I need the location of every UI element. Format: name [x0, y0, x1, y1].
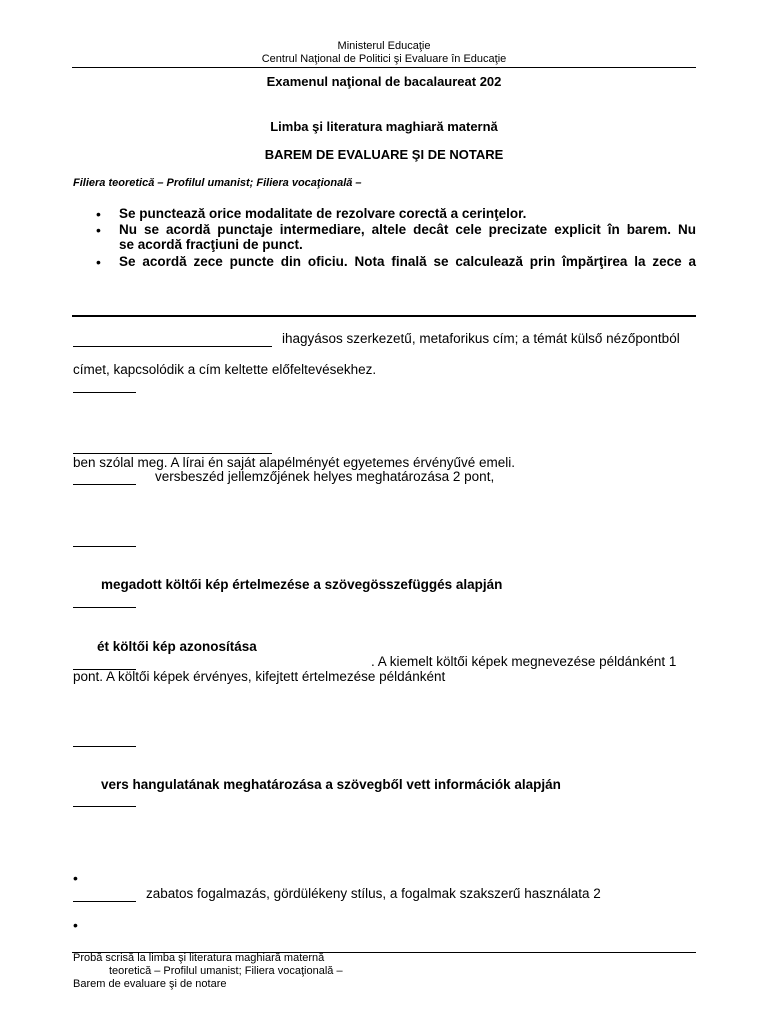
filiera-line: Filiera teoretică – Profilul umanist; Filiera vocaţională – — [73, 177, 362, 189]
blank-line-4 — [73, 484, 136, 485]
content-line-6: pont. A költői képek érvényes, kifejtett értelmezése példánként — [73, 669, 446, 684]
exam-title: Examenul naţional de bacalaureat 202 — [266, 74, 502, 89]
content-line-7: zabatos fogalmazás, gördülékeny stílus, a fogalmak szakszerű használata 2 — [146, 886, 601, 901]
content-line-1: ihagyásos szerkezetű, metaforikus cím; a témát külső nézőpontból — [282, 331, 680, 346]
blank-line-6 — [73, 607, 136, 608]
heading-1: megadott költői kép értelmezése a szövegösszefüggés alapján — [101, 577, 503, 592]
rule-3: Se acordă zece puncte din oficiu. Nota finală se calculează prin împărţirea la zece a — [119, 254, 696, 269]
header-divider — [72, 67, 696, 68]
center-header: Centrul Naţional de Politici şi Evaluare în Educaţie — [261, 53, 507, 65]
content-line-4: versbeszéd jellemzőjének helyes meghatározása 2 pont, — [155, 469, 495, 484]
rule-bullet-3: • — [96, 254, 101, 270]
content-line-3: ben szólal meg. A lírai én saját alapélményét egyetemes érvényűvé emeli. — [73, 455, 515, 470]
footer-line-3: Barem de evaluare şi de notare — [73, 978, 227, 990]
blank-line-1 — [73, 346, 272, 347]
rule-1: Se punctează orice modalitate de rezolvare corectă a cerinţelor. — [119, 206, 527, 221]
blank-line-3 — [73, 453, 272, 454]
blank-line-10 — [73, 901, 136, 902]
blank-line-8 — [73, 746, 136, 747]
blank-line-2 — [73, 392, 136, 393]
bullet-dot-1: • — [73, 870, 78, 886]
rule-bullet-1: • — [96, 206, 101, 222]
footer-line-2: teoretică – Profilul umanist; Filiera vocaţională – — [109, 965, 343, 977]
rule-2: Nu se acordă punctaje intermediare, altele decât cele precizate explicit în barem. Nu — [119, 222, 696, 237]
section-divider — [72, 315, 696, 317]
barem-title: BAREM DE EVALUARE ŞI DE NOTARE — [264, 147, 504, 162]
footer-line-1: Probă scrisă la limba şi literatura maghiară maternă — [73, 952, 325, 964]
content-line-5: . A kiemelt költői képek megnevezése példánként 1 — [371, 654, 677, 669]
heading-3: vers hangulatának meghatározása a szövegből vett információk alapján — [101, 777, 561, 792]
blank-line-9 — [73, 806, 136, 807]
blank-line-5 — [73, 546, 136, 547]
ministry-header: Ministerul Educaţie — [337, 40, 431, 52]
rule-2-cont: se acordă fracţiuni de punct. — [119, 237, 303, 252]
bullet-dot-2: • — [73, 917, 78, 933]
heading-2: ét költői kép azonosítása — [97, 639, 257, 654]
content-line-2: címet, kapcsolódik a cím keltette előfeltevésekhez. — [73, 362, 377, 377]
subject-title: Limba şi literatura maghiară maternă — [270, 119, 498, 134]
rule-bullet-2: • — [96, 222, 101, 238]
